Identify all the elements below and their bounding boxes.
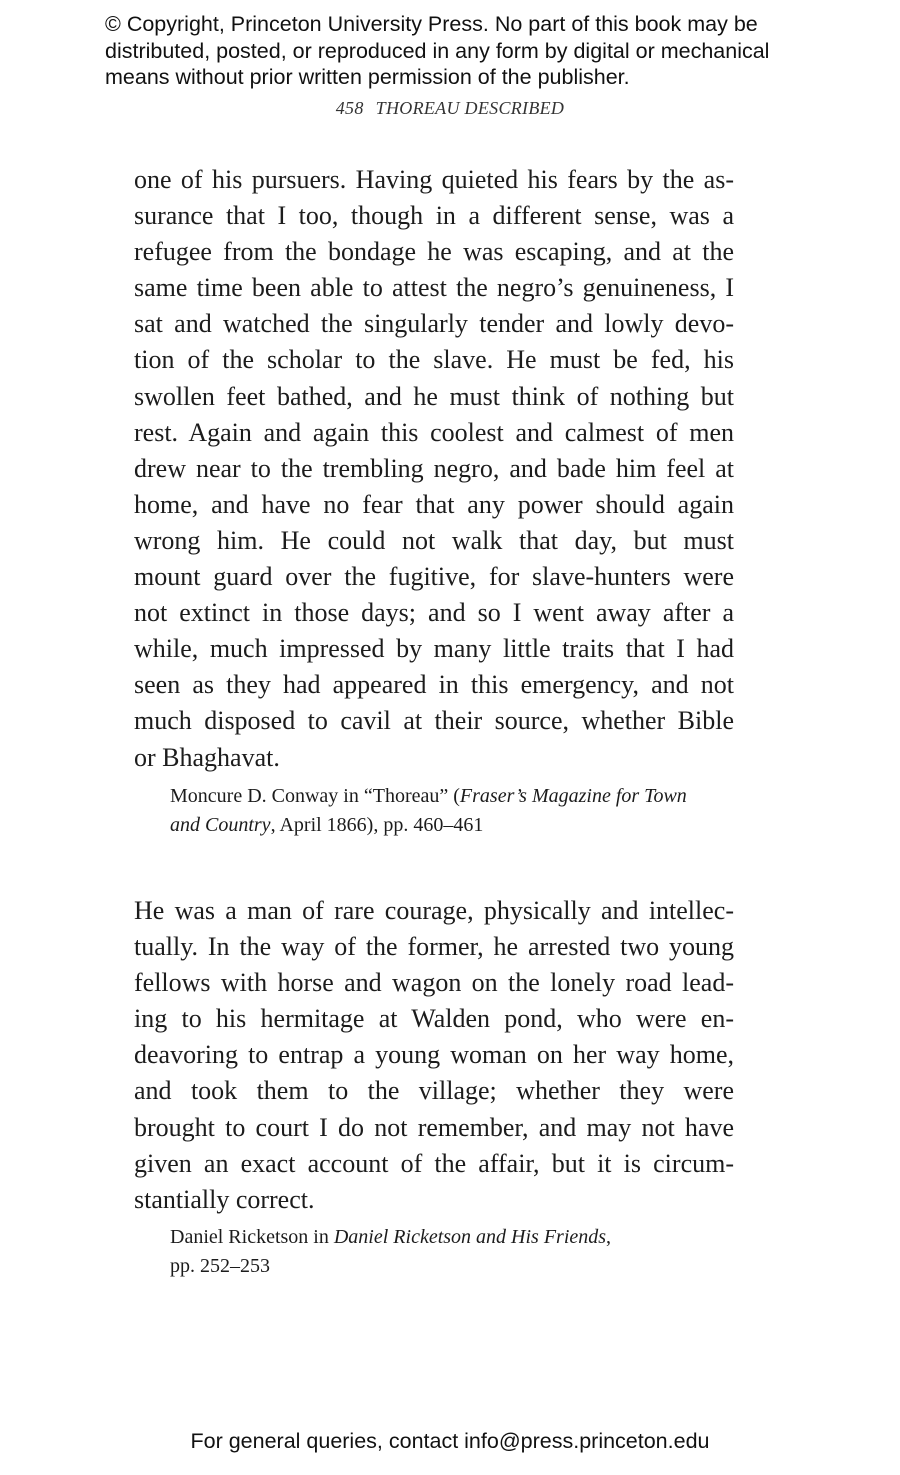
copyright-line: means without prior written permission of the publisher. xyxy=(105,65,630,89)
text-line: given an exact account of the affair, but it is circum- xyxy=(134,1148,734,1178)
text-line: home, and have no fear that any power should again xyxy=(134,489,734,519)
running-head xyxy=(0,98,900,119)
page-number: 458 xyxy=(335,98,364,118)
text-line: seen as they had appeared in this emergency, and not xyxy=(134,670,734,700)
citation-pages: pp. 252–253 xyxy=(170,1254,270,1277)
text-line: wrong him. He could not walk that day, but must xyxy=(134,525,734,555)
text-line: and took them to the village; whether they were xyxy=(134,1076,734,1106)
text-line: deavoring to entrap a young woman on her way home, xyxy=(134,1040,734,1070)
footer-contact: For general queries, contact info@press.princeton.edu xyxy=(190,1429,710,1453)
source-citation-1 xyxy=(170,782,730,839)
passage-1 xyxy=(134,162,734,776)
text-line: not extinct in those days; and so I went away after a xyxy=(134,598,734,628)
text-line: sat and watched the singularly tender and lowly devo- xyxy=(134,309,734,339)
text-line: refugee from the bondage he was escaping, and at the xyxy=(134,237,734,267)
text-line: tually. In the way of the former, he arrested two young xyxy=(134,932,734,962)
citation-line xyxy=(170,782,730,811)
text-line: tion of the scholar to the slave. He must be fed, his xyxy=(134,345,734,375)
citation-line xyxy=(170,1223,730,1252)
text-line: He was a man of rare courage, physically and intellec- xyxy=(134,896,734,925)
citation-book-title: Daniel Ricketson and His Friends xyxy=(333,1226,607,1248)
text-line: rest. Again and again this coolest and calmest of men xyxy=(134,417,734,447)
text-line: or Bhaghavat. xyxy=(134,742,280,772)
text-line: swollen feet bathed, and he must think of nothing but xyxy=(134,381,734,411)
text-line: fellows with horse and wagon on the lonely road lead- xyxy=(134,968,734,998)
text-line: ing to his hermitage at Walden pond, who were en- xyxy=(134,1004,734,1034)
citation-suffix: , xyxy=(606,1226,612,1248)
citation-prefix: Moncure D. Conway in “Thoreau” ( xyxy=(170,785,460,807)
citation-suffix: , April 1866), pp. 460–461 xyxy=(270,813,484,836)
text-line: same time been able to attest the negro’s genuineness, I xyxy=(134,273,734,303)
text-line: stantially correct. xyxy=(134,1184,315,1214)
text-line: while, much impressed by many little traits that I had xyxy=(134,634,734,664)
text-line: surance that I too, though in a different sense, was a xyxy=(134,201,734,231)
citation-journal-title: Fraser’s Magazine for Town xyxy=(459,785,687,807)
text-line: mount guard over the fugitive, for slave-hunters were xyxy=(134,562,734,592)
source-citation-2 xyxy=(170,1223,730,1280)
text-line: brought to court I do not remember, and may not have xyxy=(134,1112,734,1142)
passage-2 xyxy=(134,893,734,1218)
text-line: much disposed to cavil at their source, whether Bible xyxy=(134,706,734,736)
citation-line xyxy=(170,811,730,840)
running-title: THOREAU DESCRIBED xyxy=(375,98,565,118)
citation-prefix: Daniel Ricketson in xyxy=(170,1226,334,1248)
copyright-line: distributed, posted, or reproduced in any form by digital or mechanical xyxy=(105,38,770,63)
copyright-line: © Copyright, Princeton University Press. No part of this book may be xyxy=(105,12,758,36)
copyright-notice xyxy=(105,11,825,91)
citation-journal-title-cont: and Country xyxy=(170,813,271,836)
text-line: drew near to the trembling negro, and bade him feel at xyxy=(134,453,734,483)
text-line: one of his pursuers. Having quieted his fears by the as- xyxy=(134,165,734,194)
